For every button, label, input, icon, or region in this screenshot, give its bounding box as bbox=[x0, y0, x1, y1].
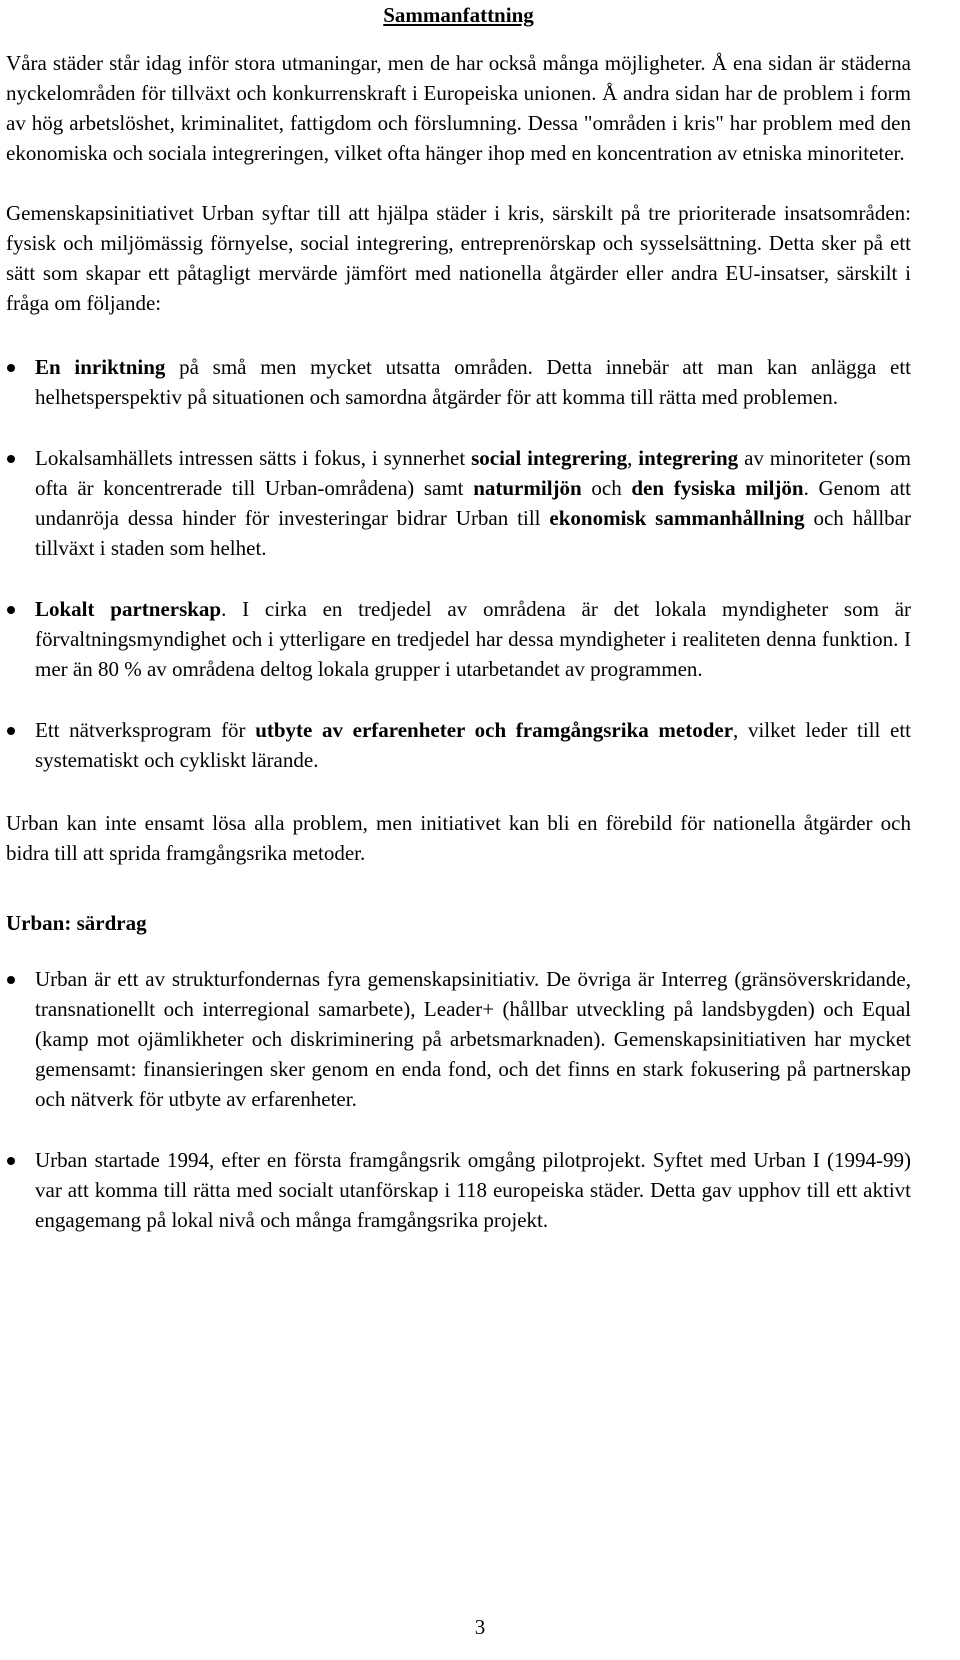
list-item-text: Ett nätverksprogram för bbox=[35, 718, 256, 742]
list-item bbox=[6, 1145, 911, 1235]
closing-paragraph: Urban kan inte ensamt lösa alla problem, men initiativet kan bli en förebild för nationella åtgärder och bidra till att sprida framgångsrika metoder. bbox=[6, 811, 911, 865]
list-item-text: . Genom att undanröja dessa hinder för investeringar bidrar Urban till bbox=[35, 476, 911, 530]
list-item-text: och bbox=[581, 476, 632, 500]
bold-text: Lokalt partnerskap bbox=[35, 597, 222, 621]
list-item bbox=[6, 715, 911, 775]
bold-text: social integrering bbox=[471, 446, 628, 470]
bold-text: ekonomisk sammanhållning bbox=[549, 506, 805, 530]
list-item bbox=[6, 443, 911, 563]
intro-paragraph-1: Våra städer står idag inför stora utmaningar, men de har också många möjligheter. Å ena sidan är städerna nyckelområden för tillväxt och konkurrenskraft i Europeiska unionen. Å andra sidan har de problem i form av hög arbetslöshet, kriminalitet, fattigdom och förslumning. Dessa "områden i kris" har problem med den ekonomiska och sociala integreringen, vilket ofta hänger ihop med en koncentration av etniska minoriteter. bbox=[6, 51, 911, 165]
list-item-text: , vilket leder till ett systematiskt och cykliskt lärande. bbox=[35, 718, 911, 772]
list-item-text: på små men mycket utsatta områden. Detta innebär att man kan anlägga ett helhetsperspektiv på situationen och samordna åtgärder för att komma till rätta med problemen. bbox=[35, 355, 911, 409]
features-list bbox=[6, 964, 911, 1235]
bold-text: den fysiska miljön bbox=[631, 476, 804, 500]
bold-text: integrering bbox=[638, 446, 739, 470]
list-item-text: . I cirka en tredjedel av områdena är det lokala myndigheter som är förvaltningsmyndighet och i ytterligare en tredjedel har dessa myndigheter i realiteten denna funktion. I mer än 80 % av områdena deltog lokala grupper i utarbetandet av programmen. bbox=[35, 597, 912, 681]
list-item-text: , bbox=[627, 446, 639, 470]
bullet-icon bbox=[7, 364, 15, 372]
page-number: 3 bbox=[474, 1615, 486, 1639]
bullet-icon bbox=[7, 727, 15, 735]
list-item-text: och hållbar tillväxt i staden som helhet. bbox=[35, 506, 911, 560]
list-item-text: av minoriteter (som ofta är koncentrerade till Urban-områdena) samt bbox=[35, 446, 911, 500]
bullet-icon bbox=[7, 455, 15, 463]
intro-paragraph-2: Gemenskapsinitiativet Urban syftar till att hjälpa städer i kris, särskilt på tre prioriterade insatsområden: fysisk och miljömässig förnyelse, social integrering, entreprenörskap och sysselsättning. Detta sker på ett sätt som skapar ett påtagligt mervärde jämfört med nationella åtgärder eller andra EU-insatser, särskilt i fråga om följande: bbox=[6, 201, 911, 315]
bold-text: naturmiljön bbox=[473, 476, 582, 500]
list-item-text: Urban är ett av strukturfondernas fyra gemenskapsinitiativ. De övriga är Interreg (gränsöverskridande, transnationellt och interregional samarbete), Leader+ (hållbar utveckling på landsbygden) och Equal (kamp mot ojämlikheter och diskriminering på arbetsmarknaden). Gemenskapsinitiativen har mycket gemensamt: finansieringen sker genom en enda fond, och det finns en stark fokusering på partnerskap och nätverk för utbyte av erfarenheter. bbox=[35, 967, 911, 1111]
advantages-list bbox=[6, 352, 911, 775]
document-page bbox=[6, 0, 911, 1235]
page-title: Sammanfattning bbox=[383, 3, 534, 27]
section-heading: Urban: särdrag bbox=[6, 911, 147, 935]
bullet-icon bbox=[7, 606, 15, 614]
bullet-icon bbox=[7, 976, 15, 984]
list-item-text: Lokalsamhällets intressen sätts i fokus, i synnerhet bbox=[35, 446, 472, 470]
list-item bbox=[6, 594, 911, 684]
bold-text: utbyte av erfarenheter och framgångsrika metoder bbox=[255, 718, 734, 742]
list-item bbox=[6, 964, 911, 1114]
list-item bbox=[6, 352, 911, 412]
bullet-icon bbox=[7, 1157, 15, 1165]
bold-text: En inriktning bbox=[35, 355, 166, 379]
list-item-text: Urban startade 1994, efter en första framgångsrik omgång pilotprojekt. Syftet med Urban I (1994-99) var att komma till rätta med socialt utanförskap i 118 europeiska städer. Detta gav upphov till ett aktivt engagemang på lokal nivå och många framgångsrika projekt. bbox=[35, 1148, 911, 1232]
